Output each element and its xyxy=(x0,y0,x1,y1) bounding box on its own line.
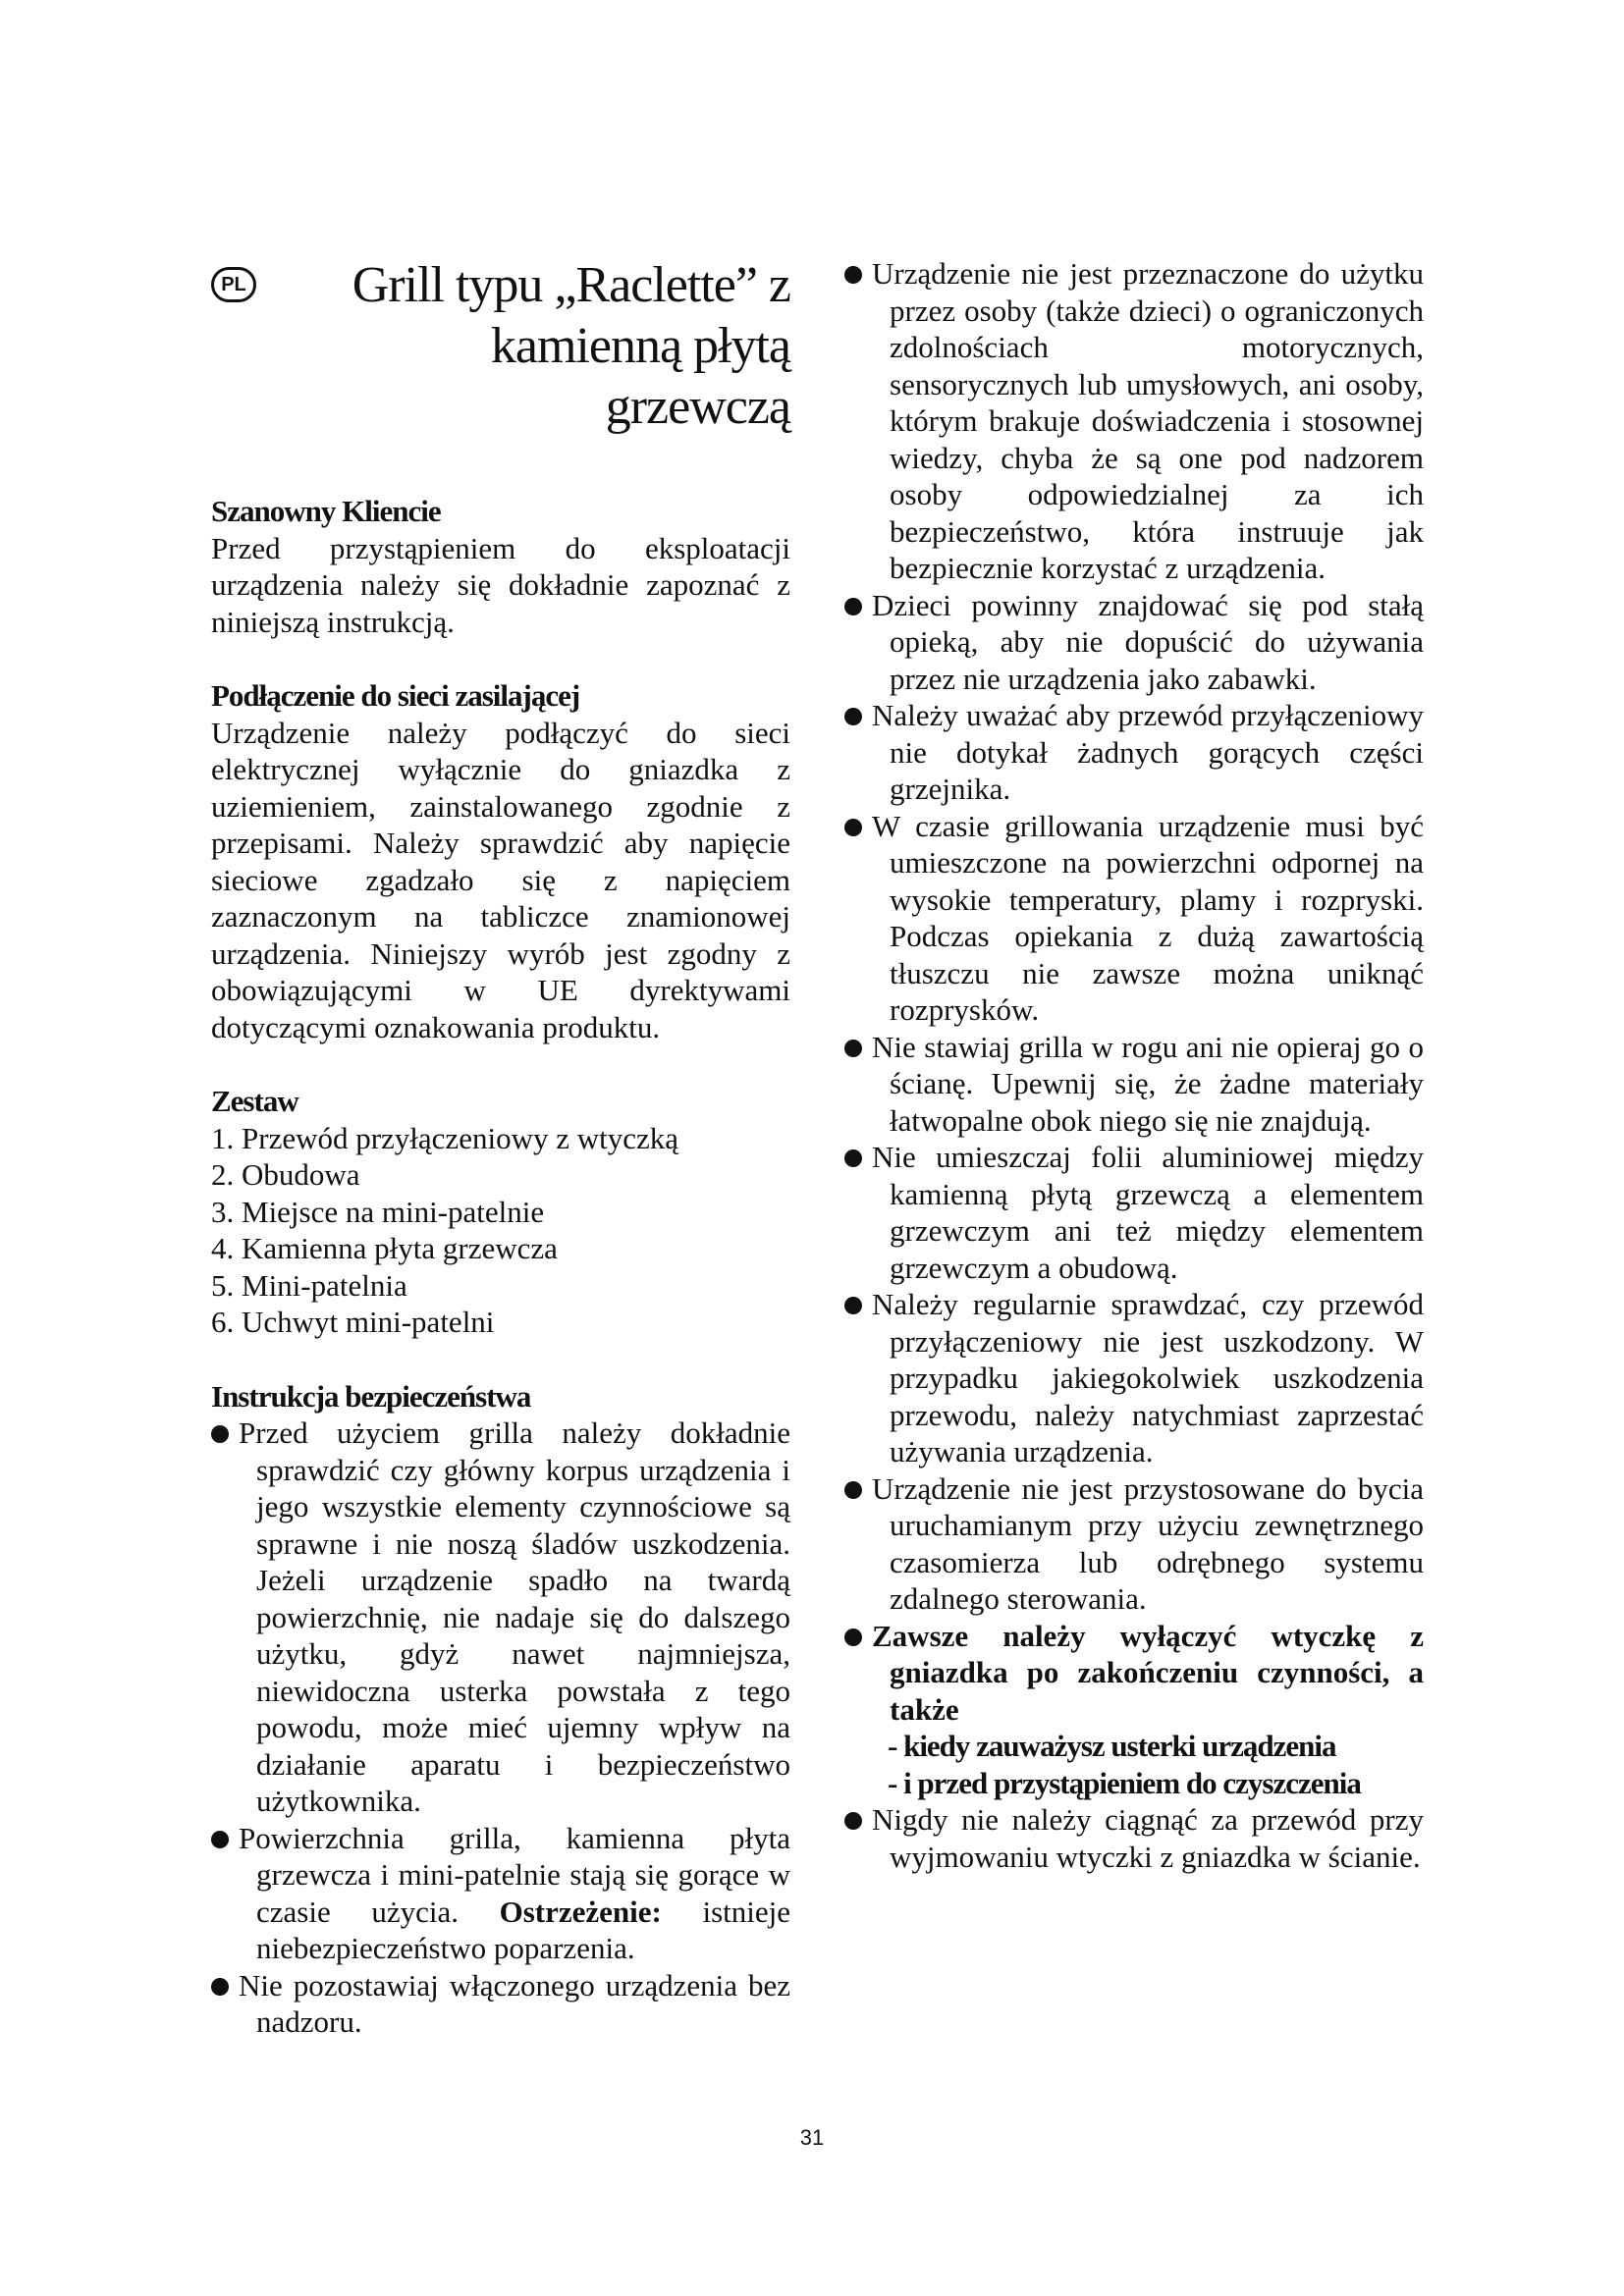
surface-text: Powierzchnia grilla, kamienna płyta grzewcza i mini-patelnie stają się gorące w czasie użycia. xyxy=(239,1820,790,1929)
greeting-heading: Szanowny Kliencie xyxy=(211,494,441,528)
bullet-icon xyxy=(844,708,862,725)
title-block xyxy=(211,255,790,452)
bullet-icon xyxy=(844,1040,862,1057)
bullet-icon xyxy=(844,1297,862,1314)
right-column xyxy=(844,255,1424,1875)
warning-label: Ostrzeżenie: xyxy=(499,1894,662,1929)
power-text: Urządzenie należy podłączyć do sieci elektrycznej wyłącznie do gniazdka z uziemieniem, zainstalowanego zgodnie z przepisami. Należy sprawdzić aby napięcie sieciowe zgadzało się z napięciem zaznaczonym na tabliczce znamionowej urządzenia. Niniejszy wyrób jest zgodny z obowiązującymi w UE dyrektywami dotyczącymi oznakowania produktu. xyxy=(211,715,790,1044)
bullet-icon xyxy=(844,1481,862,1499)
kit-item: 4. Kamienna płyta grzewcza xyxy=(211,1231,558,1265)
bullet-icon xyxy=(844,1629,862,1646)
safety-item: Należy uważać aby przewód przyłączeniowy nie dotykał żadnych gorących części grzejnika. xyxy=(844,697,1424,808)
bullet-icon xyxy=(844,819,862,836)
bullet-icon xyxy=(844,266,862,284)
greeting-text: Przed przystąpieniem do eksploatacji urządzenia należy się dokładnie zapoznać z niniejszą instrukcją. xyxy=(211,530,790,639)
language-badge: PL xyxy=(211,267,256,302)
safety-list-right xyxy=(844,255,1424,1875)
safety-list-left xyxy=(211,1415,790,2041)
page-number: 31 xyxy=(799,2125,825,2150)
title-line-2: kamienną płytą xyxy=(490,318,790,374)
safety-item: Należy regularnie sprawdzać, czy przewód przyłączeniowy nie jest uszkodzony. W przypadku jakiegokolwiek uszkodzenia przewodu, należy natychmiast zaprzestać używania urządzenia. xyxy=(844,1286,1424,1470)
safety-item-unplug: Zawsze należy wyłączyć wtyczkę z gniazdka po zakończeniu czynności, a także - kiedy zauważysz usterki urządzenia - i przed przystąpieniem do czyszczenia xyxy=(844,1618,1424,1802)
title-line-1: Grill typu „Raclette” z xyxy=(352,257,790,313)
safety-item: Nigdy nie należy ciągnąć za przewód przy wyjmowaniu wtyczki z gniazdka w ścianie. xyxy=(844,1801,1424,1875)
bullet-icon xyxy=(844,1149,862,1167)
power-section xyxy=(211,677,790,1045)
safety-item: Nie umieszczaj folii aluminiowej między kamienną płytą grzewczą a elementem grzewczym ani też między elementem grzewczym a obudową. xyxy=(844,1139,1424,1286)
bullet-icon xyxy=(211,1831,229,1848)
kit-item: 1. Przewód przyłączeniowy z wtyczką xyxy=(211,1120,678,1155)
unplug-subitems xyxy=(872,1728,1424,1801)
safety-item: Urządzenie nie jest przeznaczone do użytku przez osoby (także dzieci) o ograniczonych zdolnościach motorycznych, sensorycznych lub umysłowych, ani osoby, którym brakuje doświadczenia i stosownej wiedzy, chyba że są one pod nadzorem osoby odpowiedzialnej za ich bezpieczeństwo, która instruuje jak bezpiecznie korzystać z urządzenia. xyxy=(844,255,1424,587)
kit-item: 5. Mini-patelnia xyxy=(211,1267,407,1303)
kit-item: 3. Miejsce na mini-patelnie xyxy=(211,1194,545,1229)
kit-list xyxy=(211,1120,790,1341)
left-column xyxy=(211,255,790,2041)
bullet-icon xyxy=(211,1978,229,1996)
title-line-3: grzewczą xyxy=(605,379,790,435)
safety-item xyxy=(211,1820,790,1967)
safety-item: Przed użyciem grilla należy dokładnie sprawdzić czy główny korpus urządzenia i jego wszystkie elementy czynnościowe są sprawne i nie noszą śladów uszkodzenia. Jeżeli urządzenie spadło na twardą powierzchnię, nie nadaje się do dalszego użytku, gdyż nawet najmniejsza, niewidoczna usterka powstała z tego powodu, może mieć ujemny wpływ na działanie aparatu i bezpieczeństwo użytkownika. xyxy=(211,1415,790,1820)
bullet-icon xyxy=(844,598,862,615)
kit-item: 6. Uchwyt mini-patelni xyxy=(211,1305,495,1339)
kit-item: 2. Obudowa xyxy=(211,1157,360,1192)
kit-section xyxy=(211,1083,790,1341)
warning-text: istnieje niebezpieczeństwo poparzenia. xyxy=(256,1894,791,1965)
safety-item: Dzieci powinny znajdować się pod stałą opieką, aby nie dopuścić do używania przez nie urządzenia jako zabawki. xyxy=(844,587,1424,698)
safety-item: W czasie grillowania urządzenie musi być umieszczone na powierzchni odpornej na wysokie temperatury, plamy i rozpryski. Podczas opiekania z dużą zawartością tłuszczu nie zawsze można uniknąć rozprysków. xyxy=(844,808,1424,1029)
power-heading: Podłączenie do sieci zasilającej xyxy=(211,678,580,713)
safety-heading: Instrukcja bezpieczeństwa xyxy=(211,1378,531,1414)
unplug-subitem: - i przed przystąpieniem do czyszczenia xyxy=(888,1765,1361,1800)
unplug-subitem: - kiedy zauważysz usterki urządzenia xyxy=(888,1729,1336,1763)
safety-section xyxy=(211,1378,790,2041)
kit-heading: Zestaw xyxy=(211,1084,298,1118)
bullet-icon xyxy=(844,1812,862,1830)
safety-item: Nie stawiaj grilla w rogu ani nie opieraj go o ścianę. Upewnij się, że żadne materiały łatwopalne obok niego się nie znajdują. xyxy=(844,1029,1424,1140)
document-title xyxy=(299,255,790,438)
safety-item: Urządzenie nie jest przystosowane do bycia uruchamianym przy użyciu zewnętrznego czasomierza lub odrębnego systemu zdalnego sterowania. xyxy=(844,1470,1424,1618)
safety-item: Nie pozostawiaj włączonego urządzenia bez nadzoru. xyxy=(211,1967,790,2041)
greeting-section xyxy=(211,493,790,640)
bullet-icon xyxy=(211,1425,229,1443)
